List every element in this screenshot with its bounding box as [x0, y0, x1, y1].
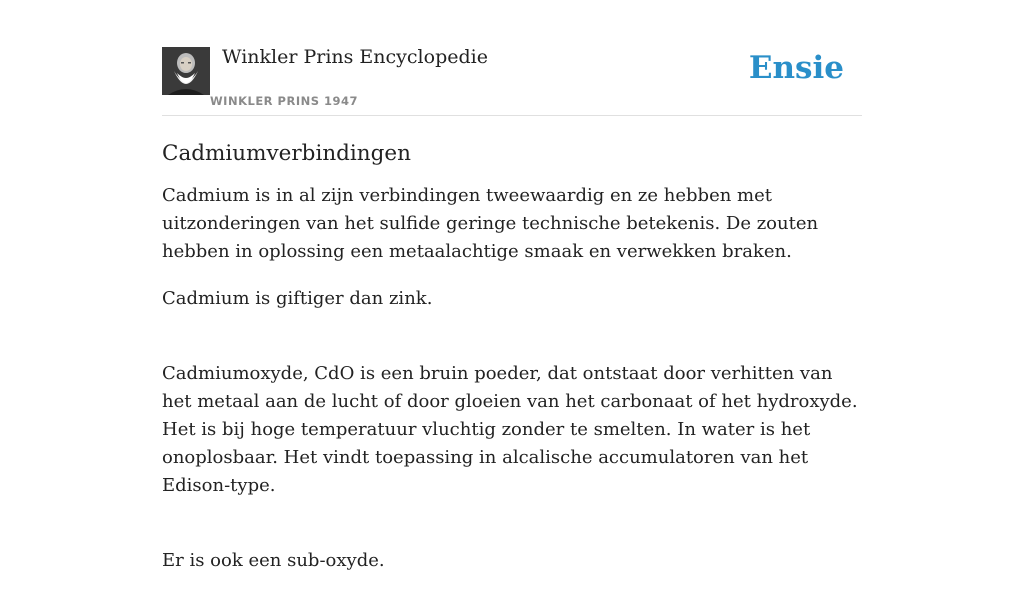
site-title[interactable]: Winkler Prins Encyclopedie: [222, 46, 488, 68]
article-title: Cadmiumverbindingen: [162, 141, 411, 166]
bearded-man-portrait-icon: [162, 47, 210, 95]
brand-logo[interactable]: Ensie: [748, 50, 844, 86]
source-label[interactable]: WINKLER PRINS 1947: [210, 94, 359, 108]
article-paragraph: Er is ook een sub-oxyde.: [162, 550, 385, 571]
site-header: [162, 0, 862, 116]
paragraph-spacer: [162, 332, 862, 360]
article: [162, 138, 862, 594]
article-paragraph: Cadmiumoxyde, CdO is een bruin poeder, dat ontstaat door verhitten van het metaal aan de lucht of door gloeien van het carbonaat of het hydroxyde. Het is bij hoge temperatuur vluchtig zonder te smelten. In water is het onoplosbaar. Het vindt toepassing in alcalische accumulatoren van het Edison-type.: [162, 363, 858, 496]
article-paragraph: Cadmium is giftiger dan zink.: [162, 288, 433, 309]
paragraph-spacer: [162, 519, 862, 547]
article-paragraph: Cadmium is in al zijn verbindingen tweewaardig en ze hebben met uitzonderingen van het sulfide geringe technische betekenis. De zouten hebben in oplossing een metaalachtige smaak en verwekken braken.: [162, 185, 819, 262]
author-avatar[interactable]: [162, 47, 210, 95]
